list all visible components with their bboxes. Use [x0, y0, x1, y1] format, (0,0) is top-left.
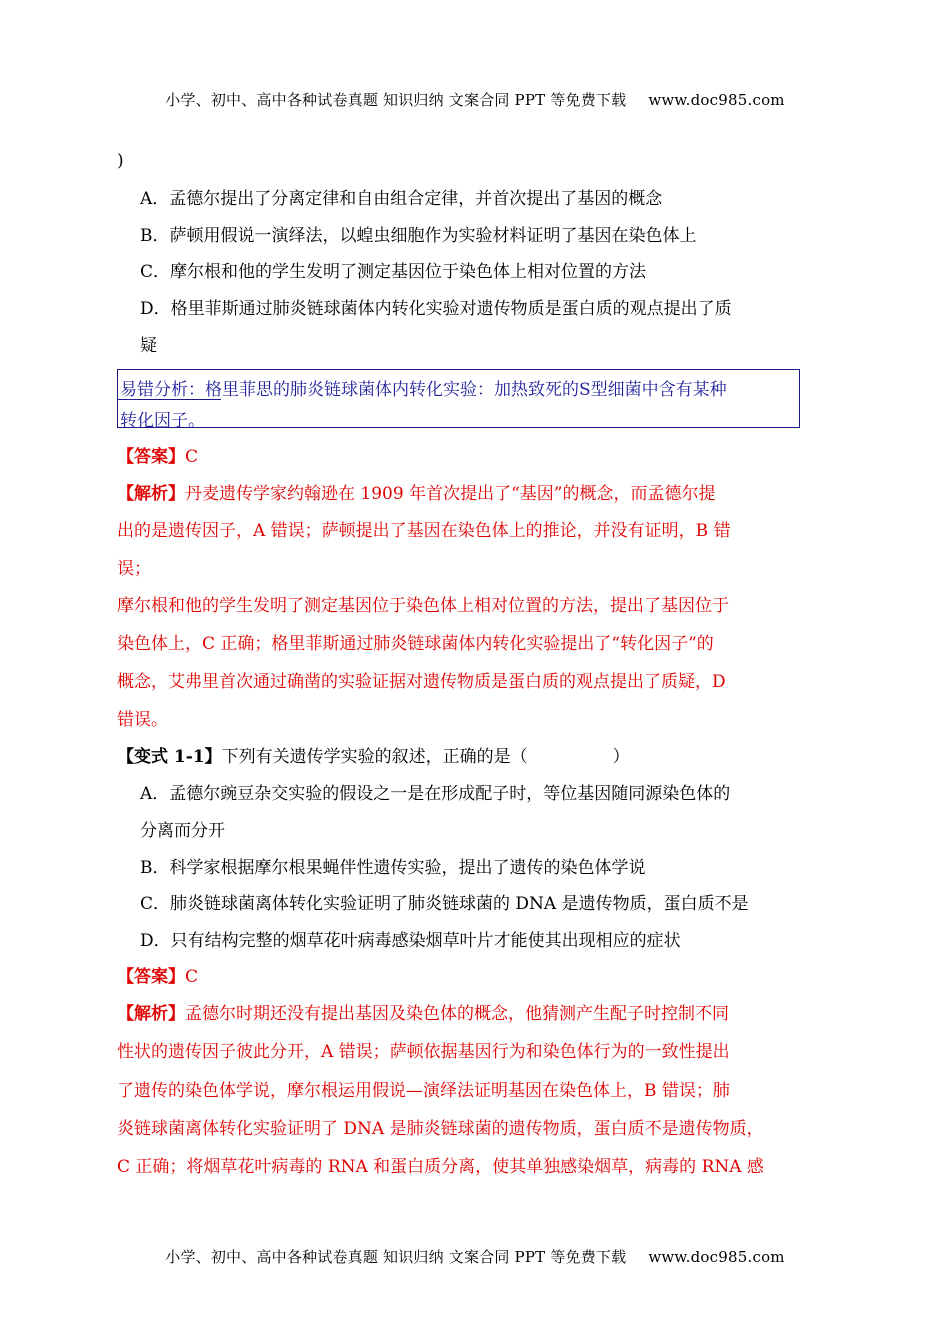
analysis-line [117, 1003, 729, 1025]
analysis-line: 错误。 [117, 710, 168, 730]
box-divider [118, 399, 221, 400]
analysis-text: 孟德尔时期还没有提出基因及染色体的概念，他猜测产生配子时控制不同 [185, 1004, 729, 1024]
analysis-line: C 正确；将烟草花叶病毒的 RNA 和蛋白质分离，使其单独感染烟草，病毒的 RNA 感 [117, 1157, 764, 1177]
option-a: A．孟德尔提出了分离定律和自由组合定律，并首次提出了基因的概念 [140, 189, 663, 209]
variant-label: 【变式 1-1】 [117, 747, 222, 767]
option-d: D．只有结构完整的烟草花叶病毒感染烟草叶片才能使其出现相应的症状 [140, 931, 681, 951]
analysis-line: 了遗传的染色体学说，摩尔根运用假说—演绎法证明基因在染色体上，B 错误；肺 [117, 1081, 730, 1101]
option-c: C．摩尔根和他的学生发明了测定基因位于染色体上相对位置的方法 [140, 262, 647, 282]
question-stem-end: ) [117, 151, 124, 171]
analysis-line: 出的是遗传因子，A 错误；萨顿提出了基因在染色体上的推论，并没有证明，B 错 [117, 521, 731, 541]
error-analysis-line-1: 易错分析：格里菲思的肺炎链球菌体内转化实验：加热致死的S型细菌中含有某种 [120, 380, 727, 400]
analysis-line: 染色体上，C 正确；格里菲斯通过肺炎链球菌体内转化实验提出了“转化因子”的 [117, 634, 714, 654]
option-c: C．肺炎链球菌离体转化实验证明了肺炎链球菌的 DNA 是遗传物质，蛋白质不是 [140, 894, 749, 914]
answer-line [117, 966, 198, 988]
error-analysis-box [117, 369, 800, 431]
header-site-link[interactable]: www.doc985.com [648, 91, 785, 109]
stem-text: 下列有关遗传学实验的叙述，正确的是（ ） [221, 747, 630, 767]
option-d: D．格里菲斯通过肺炎链球菌体内转化实验对遗传物质是蛋白质的观点提出了质 [140, 299, 732, 319]
analysis-line: 摩尔根和他的学生发明了测定基因位于染色体上相对位置的方法，提出了基因位于 [117, 596, 729, 616]
answer-value: C [185, 447, 199, 467]
analysis-label: 【解析】 [117, 484, 185, 504]
answer-value: C [185, 967, 199, 987]
header-text: 小学、初中、高中各种试卷真题 知识归纳 文案合同 PPT 等免费下载 [165, 91, 627, 109]
analysis-text: 丹麦遗传学家约翰逊在 1909 年首次提出了“基因”的概念，而孟德尔提 [185, 484, 716, 504]
footer-text: 小学、初中、高中各种试卷真题 知识归纳 文案合同 PPT 等免费下载 [165, 1248, 627, 1266]
answer-label: 【答案】 [117, 967, 185, 987]
analysis-line: 性状的遗传因子彼此分开，A 错误；萨顿依据基因行为和染色体行为的一致性提出 [117, 1042, 730, 1062]
option-b: B．科学家根据摩尔根果蝇伴性遗传实验，提出了遗传的染色体学说 [140, 858, 646, 878]
analysis-label: 【解析】 [117, 1004, 185, 1024]
page-footer [0, 1246, 950, 1267]
page-header [0, 89, 950, 110]
analysis-line [117, 483, 715, 505]
option-a: A．孟德尔豌豆杂交实验的假设之一是在形成配子时，等位基因随同源染色体的 [140, 784, 731, 804]
option-b: B．萨顿用假说一演绎法，以蝗虫细胞作为实验材料证明了基因在染色体上 [140, 226, 697, 246]
analysis-line: 误； [117, 559, 151, 579]
answer-line [117, 446, 198, 468]
question-stem [117, 746, 630, 768]
error-analysis-line-2: 转化因子。 [120, 411, 205, 431]
analysis-line: 炎链球菌离体转化实验证明了 DNA 是肺炎链球菌的遗传物质，蛋白质不是遗传物质， [117, 1119, 764, 1139]
answer-label: 【答案】 [117, 447, 185, 467]
analysis-line: 概念，艾弗里首次通过确凿的实验证据对遗传物质是蛋白质的观点提出了质疑，D [117, 672, 726, 692]
footer-site-link[interactable]: www.doc985.com [648, 1248, 785, 1266]
option-a-cont: 分离而分开 [140, 821, 225, 841]
option-d-cont: 疑 [140, 336, 157, 356]
